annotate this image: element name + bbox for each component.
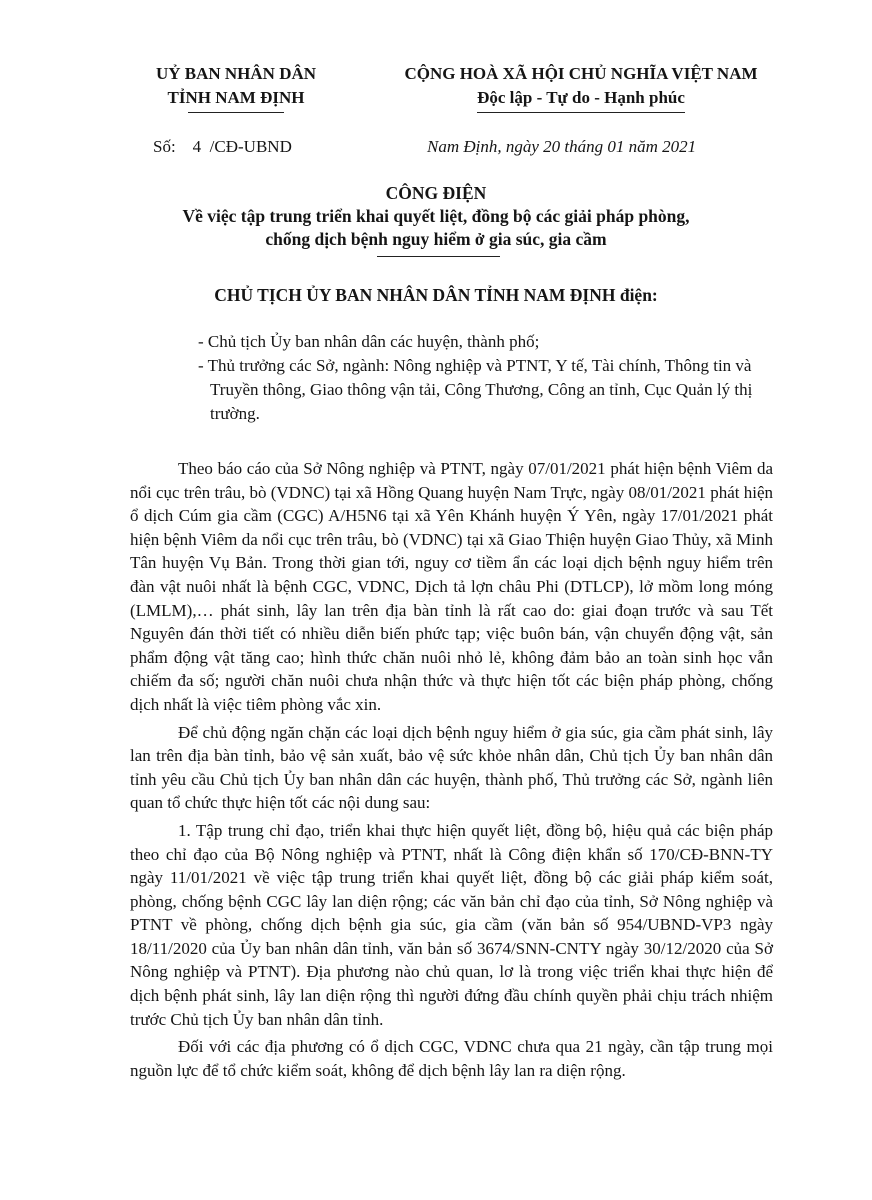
issuing-authority (136, 62, 336, 110)
body-paragraph: Để chủ động ngăn chặn các loại dịch bệnh nguy hiểm ở gia súc, gia cầm phát sinh, lây lan trên địa bàn tỉnh, bảo vệ sản xuất, bảo vệ sức khỏe nhân dân, Chủ tịch Ủy ban nhân dân tỉnh yêu cầu Chủ tịch Ủy ban nhân dân các huyện, thành phố, Thủ trưởng các Sở, ngành liên quan tổ chức thực hiện tốt các nội dung sau: (130, 722, 773, 813)
body-paragraph: 1. Tập trung chỉ đạo, triển khai thực hiện quyết liệt, đồng bộ, hiệu quả các biện pháp theo chỉ đạo của Bộ Nông nghiệp và PTNT, nhất là Công điện khẩn số 170/CĐ-BNN-TY ngày 11/01/2021 về việc tập trung triển khai quyết liệt, đồng bộ các giải pháp kiểm soát, phòng, chống bệnh CGC lây lan diện rộng; các văn bản chỉ đạo của tỉnh, Sở Nông nghiệp và PTNT về phòng, chống dịch bệnh gia súc, gia cầm (văn bản số 954/UBND-VP3 ngày 18/11/2020 của Ủy ban nhân dân tỉnh, văn bản số 3674/SNN-CNTY ngày 30/12/2020 của Sở Nông nghiệp và PTNT). Địa phương nào chủ quan, lơ là trong việc triển khai thực hiện để dịch bệnh phát sinh, lây lan diện rộng thì người đứng đầu chính quyền phải chịu trách nhiệm trước Chủ tịch Ủy ban nhân dân tỉnh. (130, 820, 773, 1029)
title-subject-line-1: Về việc tập trung triển khai quyết liệt, đồng bộ các giải pháp phòng, (182, 206, 690, 226)
country-name: CỘNG HOÀ XÃ HỘI CHỦ NGHĨA VIỆT NAM (404, 64, 758, 83)
body-paragraph: Đối với các địa phương có ổ dịch CGC, VDNC chưa qua 21 ngày, cần tập trung mọi nguồn lực để tổ chức kiểm soát, không để dịch bệnh lây lan ra diện rộng. (130, 1037, 773, 1080)
authority-line-1: UỶ BAN NHÂN DÂN (155, 64, 317, 83)
document-body (130, 457, 773, 1086)
authority-underline (188, 112, 284, 113)
title-type: CÔNG ĐIỆN (385, 183, 487, 203)
authority-line-2: TỈNH NAM ĐỊNH (167, 88, 305, 107)
title-subject-line-2: chống dịch bệnh nguy hiểm ở gia súc, gia cầm (265, 229, 607, 249)
recipient-list (198, 330, 774, 426)
document-title (100, 182, 772, 251)
body-paragraph: Theo báo cáo của Sở Nông nghiệp và PTNT, ngày 07/01/2021 phát hiện bệnh Viêm da nổi cục trên trâu, bò (VDNC) tại xã Hồng Quang huyện Nam Trực, ngày 08/01/2021 phát hiện ổ dịch Cúm gia cầm (CGC) A/H5N6 tại xã Yên Khánh huyện Ý Yên, ngày 17/01/2021 phát hiện bệnh Viêm da nổi cục trên trâu, bò (VDNC) tại xã Giao Thiện huyện Giao Thủy, xã Minh Tân huyện Vụ Bản. Trong thời gian tới, nguy cơ tiềm ẩn các loại dịch bệnh nguy hiểm trên đàn vật nuôi nhất là bệnh CGC, VDNC, Dịch tả lợn châu Phi (DTLCP), lở mồm long móng (LMLM),… phát sinh, lây lan trên địa bàn tỉnh là rất cao do: giai đoạn trước và sau Tết Nguyên đán thời tiết có nhiều diễn biến phức tạp; việc buôn bán, vận chuyển động vật, sản phẩm động vật tăng cao; hình thức chăn nuôi nhỏ lẻ, không đảm bảo an toàn sinh học vẫn chiếm đa số; người chăn nuôi chưa nhận thức và thực hiện tốt các biện pháp phòng, chống dịch nhất là việc tiêm phòng vắc xin. (130, 459, 773, 714)
national-header (360, 62, 802, 113)
national-motto: Độc lập - Tự do - Hạnh phúc (477, 86, 685, 113)
recipient-item: - Thủ trưởng các Sở, ngành: Nông nghiệp và PTNT, Y tế, Tài chính, Thông tin và Truyền thông, Giao thông vận tải, Công Thương, Công an tỉnh, Cục Quản lý thị trường. (198, 356, 753, 423)
addressee-heading: CHỦ TỊCH ỦY BAN NHÂN DÂN TỈNH NAM ĐỊNH điện: (214, 285, 658, 305)
title-underline (377, 256, 500, 257)
document-date: Nam Định, ngày 20 tháng 01 năm 2021 (427, 137, 697, 156)
recipient-item: - Chủ tịch Ủy ban nhân dân các huyện, thành phố; (198, 332, 540, 351)
document-number: Số: 4 /CĐ-UBND (153, 137, 292, 156)
